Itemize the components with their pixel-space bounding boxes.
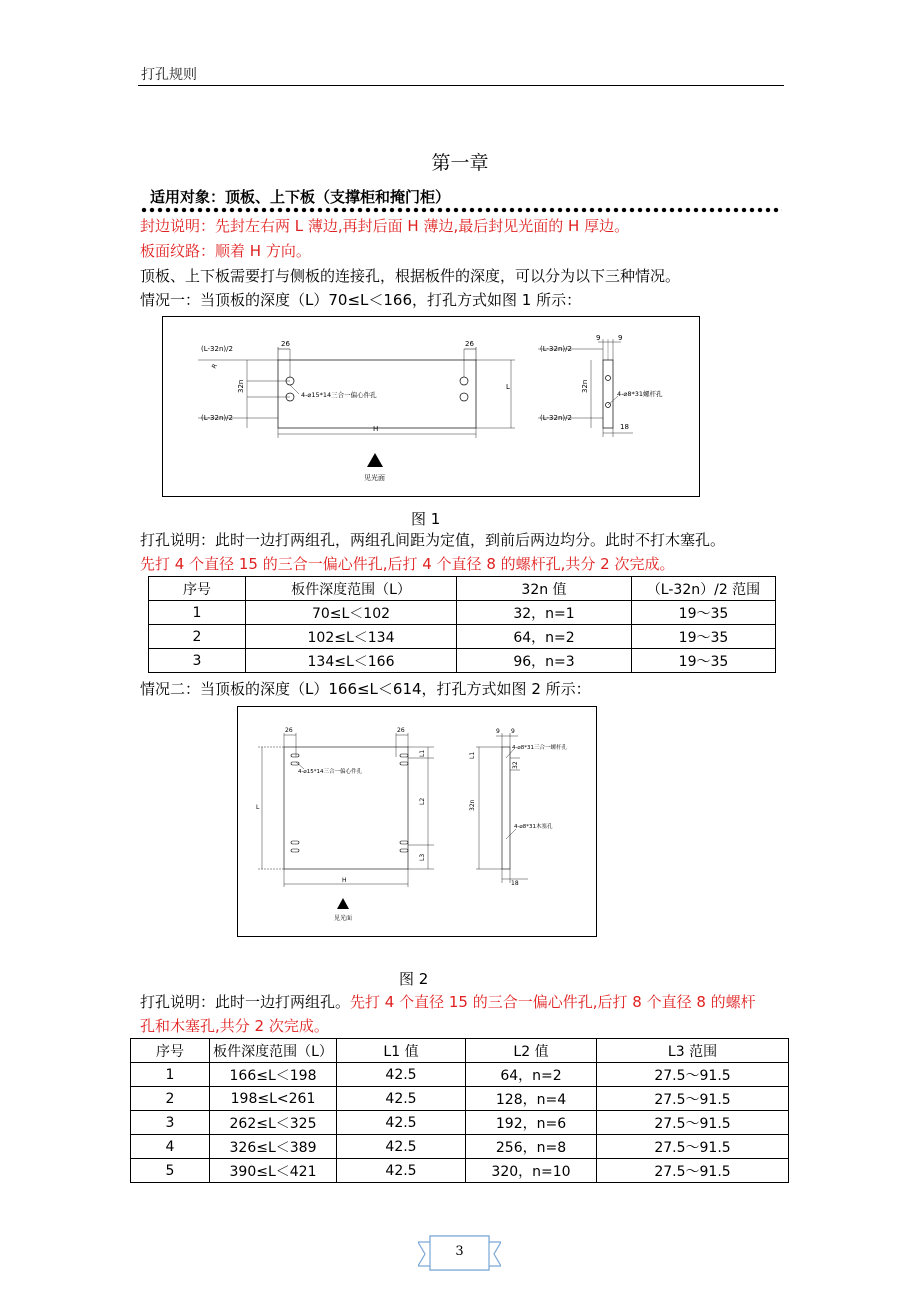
table1-cell: 102≤L＜134 <box>246 625 457 649</box>
table2-cell: 1 <box>131 1063 210 1087</box>
fig2-dim-L3: L3 <box>419 853 426 861</box>
note2-text <box>140 992 756 1012</box>
scope-heading: 适用对象：顶板、上下板（支撑柜和掩门柜） <box>150 188 451 206</box>
table1-cell: 134≤L＜166 <box>246 649 457 673</box>
table2-cell: 27.5～91.5 <box>597 1087 789 1111</box>
fig2-dim-L1: L1 <box>419 749 426 757</box>
case1-text: 情况一：当顶板的深度（L）70≤L＜166，打孔方式如图 1 所示： <box>140 291 582 309</box>
table1-cell: 19～35 <box>632 601 776 625</box>
table2-cell: 390≤L＜421 <box>210 1159 337 1183</box>
intro-text: 顶板、上下板需要打与侧板的连接孔，根据板件的深度，可以分为以下三种情况。 <box>140 267 681 285</box>
fig1-dim-32n: 32n <box>237 379 245 393</box>
table1-header: 板件深度范围（L） <box>246 577 457 601</box>
table1-cell: 64，n=2 <box>457 625 632 649</box>
header-rule <box>138 85 784 86</box>
fig1-dim-32n-side: 32n <box>581 379 589 393</box>
note2-black: 打孔说明：此时一边打两组孔。 <box>140 993 351 1011</box>
fig2-dim-H: H <box>342 877 347 884</box>
fig2-dim-L2: L2 <box>419 797 426 805</box>
fig1-dim-half-side: (L-32n)/2 <box>540 345 572 353</box>
table2-cell: 42.5 <box>337 1087 466 1111</box>
table-row <box>131 1063 789 1087</box>
table2-header: 序号 <box>131 1039 210 1063</box>
table2-cell: 3 <box>131 1111 210 1135</box>
fig2-dim-9: 9 <box>511 728 515 735</box>
fig2-side-rect <box>502 747 510 869</box>
table2-cell: 42.5 <box>337 1063 466 1087</box>
fig1-dim-half: (L-32n)/2 <box>201 414 233 422</box>
fig1-dim-half-side: (L-32n)/2 <box>540 414 572 422</box>
chapter-title: 第一章 <box>431 152 489 174</box>
fig1-caption: 图 1 <box>411 510 441 528</box>
table-row <box>131 1159 789 1183</box>
table2-cell: 256，n=8 <box>466 1135 597 1159</box>
edge-note: 封边说明：先封左右两 L 薄边,再封后面 H 薄边,最后封见光面的 H 厚边。 <box>140 217 630 235</box>
table2-cell: 2 <box>131 1087 210 1111</box>
fig1-dim-H: H <box>373 425 379 433</box>
table2-header: 板件深度范围（L） <box>210 1039 337 1063</box>
fig2-dim-26: 26 <box>397 727 405 734</box>
fig2-dim-32: 32 <box>512 761 519 769</box>
table2-header: L3 范围 <box>597 1039 789 1063</box>
table2-cell: 198≤L<261 <box>210 1087 337 1111</box>
page-number-ribbon <box>418 1232 501 1274</box>
table1-cell: 19～35 <box>632 649 776 673</box>
table1-cell: 3 <box>149 649 246 673</box>
fig2-dim-L: L <box>256 804 260 811</box>
fig2-dim-26: 26 <box>285 727 293 734</box>
table-2 <box>130 1038 789 1183</box>
table2-cell: 27.5～91.5 <box>597 1159 789 1183</box>
table2-cell: 42.5 <box>337 1111 466 1135</box>
fig2-label-plug: 4-⌀8*31木塞孔 <box>514 824 553 830</box>
table1-cell: 96，n=3 <box>457 649 632 673</box>
note1-text: 打孔说明：此时一边打两组孔，两组孔间距为定值，到前后两边均分。此时不打木塞孔。 <box>140 531 726 549</box>
case2-text: 情况二：当顶板的深度（L）166≤L＜614，打孔方式如图 2 所示： <box>140 680 591 698</box>
table2-cell: 27.5～91.5 <box>597 1063 789 1087</box>
fig2-label-bolt: 4-⌀8*31三合一螺杆孔 <box>512 745 568 751</box>
table1-header: （L-32n）/2 范围 <box>632 577 776 601</box>
table2-header: L2 值 <box>466 1039 597 1063</box>
fig1-dim-half: (L-32n)/2 <box>201 345 233 353</box>
dotted-divider <box>140 207 782 213</box>
figure-1 <box>162 316 700 497</box>
table-row <box>149 649 776 673</box>
fig1-dim-26: 26 <box>281 340 290 348</box>
table1-cell: 1 <box>149 601 246 625</box>
page-number: 3 <box>455 1244 464 1259</box>
fig1-label-face: 见光面 <box>364 474 385 482</box>
fig1-label-ecc: 4-⌀15*14三合一偏心件孔 <box>301 391 377 399</box>
fig2-board-rect <box>284 747 408 869</box>
fig1-dim-L: L <box>506 383 510 391</box>
note1-red-text: 先打 4 个直径 15 的三合一偏心件孔,后打 4 个直径 8 的螺杆孔,共分 2 次完成。 <box>140 555 675 573</box>
fig1-dim-26: 26 <box>465 340 474 348</box>
table1-header: 序号 <box>149 577 246 601</box>
table2-cell: 4 <box>131 1135 210 1159</box>
fig1-dim-9: 9 <box>596 334 601 342</box>
figure-2 <box>237 706 597 937</box>
fig1-label-bolt: 4-⌀8*31螺杆孔 <box>617 390 663 398</box>
table2-cell: 42.5 <box>337 1159 466 1183</box>
table1-header: 32n 值 <box>457 577 632 601</box>
table-row <box>149 625 776 649</box>
table-1 <box>148 576 776 673</box>
fig2-dim-9: 9 <box>496 728 500 735</box>
fig1-side-rect <box>603 360 613 428</box>
fig1-dim-18: 18 <box>620 423 629 431</box>
table2-cell: 27.5～91.5 <box>597 1111 789 1135</box>
table2-cell: 42.5 <box>337 1135 466 1159</box>
table2-cell: 27.5～91.5 <box>597 1135 789 1159</box>
fig2-label-face: 见光面 <box>334 915 353 922</box>
table-row <box>149 601 776 625</box>
fig2-dim-L1-side: L1 <box>469 751 476 759</box>
note2-red-cont: 孔和木塞孔,共分 2 次完成。 <box>140 1017 329 1035</box>
svg-text:R: R <box>210 362 219 370</box>
table-row <box>131 1111 789 1135</box>
table2-cell: 326≤L＜389 <box>210 1135 337 1159</box>
fig1-face-arrow <box>367 453 383 467</box>
fig1-dim-9: 9 <box>618 334 623 342</box>
table1-cell: 32，n=1 <box>457 601 632 625</box>
header-title: 打孔规则 <box>141 67 197 83</box>
table1-cell: 2 <box>149 625 246 649</box>
table1-cell: 70≤L＜102 <box>246 601 457 625</box>
table2-cell: 166≤L＜198 <box>210 1063 337 1087</box>
grain-note: 板面纹路：顺着 H 方向。 <box>140 242 311 260</box>
fig2-face-arrow <box>337 898 349 909</box>
fig1-hole <box>460 393 468 401</box>
table2-cell: 192，n=6 <box>466 1111 597 1135</box>
table1-cell: 19～35 <box>632 625 776 649</box>
table-row <box>131 1135 789 1159</box>
table2-cell: 5 <box>131 1159 210 1183</box>
table2-cell: 320，n=10 <box>466 1159 597 1183</box>
fig2-dim-18: 18 <box>511 880 519 887</box>
fig2-dim-32n: 32n <box>469 799 476 811</box>
table2-cell: 64，n=2 <box>466 1063 597 1087</box>
table2-header: L1 值 <box>337 1039 466 1063</box>
fig2-label-ecc: 4-⌀15*14三合一偏心件孔 <box>298 769 363 775</box>
note2-red: 先打 4 个直径 15 的三合一偏心件孔,后打 8 个直径 8 的螺杆 <box>350 993 756 1011</box>
table2-cell: 128，n=4 <box>466 1087 597 1111</box>
fig1-hole <box>460 377 468 385</box>
table-row <box>131 1087 789 1111</box>
table2-cell: 262≤L＜325 <box>210 1111 337 1135</box>
fig2-caption: 图 2 <box>399 970 429 988</box>
